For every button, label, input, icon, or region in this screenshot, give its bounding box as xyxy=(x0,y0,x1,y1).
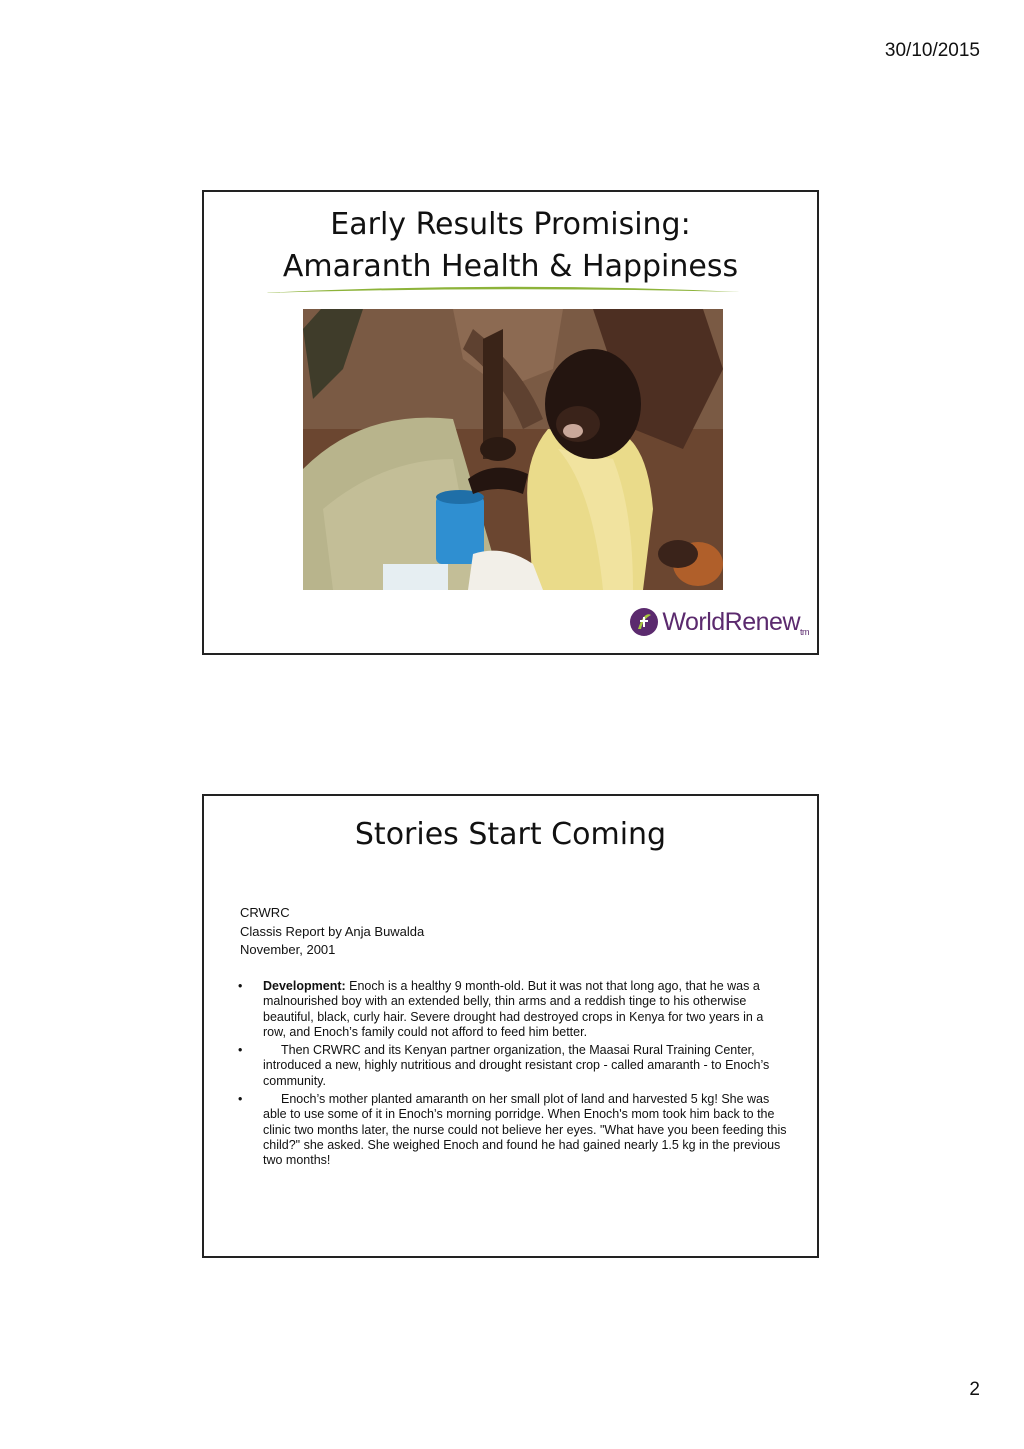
bullet-text: Enoch is a healthy 9 month-old. But it was not that long ago, that he was a malnourished boy with an extended belly, thin arms and a reddish tinge to his otherwise beautiful, black, curly hair. Severe drought had destroyed crops in Kenya for two years in a row, and Enoch’s family could not afford to feed him better. xyxy=(263,979,764,1039)
report-source xyxy=(240,904,424,960)
bullet-text: Then CRWRC and its Kenyan partner organization, the Maasai Rural Training Center, introduced a new, highly nutritious and drought resistant crop - called amaranth - to Enoch’s community. xyxy=(263,1043,770,1088)
title-swoosh-divider xyxy=(262,284,740,296)
bullet-icon: • xyxy=(238,1043,243,1058)
world-renew-logo xyxy=(629,607,809,637)
slide-title xyxy=(204,204,817,288)
bullet-lead: Development: xyxy=(263,979,346,993)
report-date: November, 2001 xyxy=(240,942,336,957)
slide-title-line-1: Early Results Promising: xyxy=(330,207,691,242)
list-item xyxy=(238,1092,788,1168)
bullet-icon: • xyxy=(238,979,243,993)
slide-title-line-2: Amaranth Health & Happiness xyxy=(282,249,739,284)
slide-stories-start-coming xyxy=(202,794,819,1258)
child-eating-amaranth-photo xyxy=(303,309,723,590)
slide-early-results xyxy=(202,190,819,655)
world-renew-wordmark xyxy=(662,608,809,637)
logo-text-world: World xyxy=(662,607,725,636)
bullet-icon: • xyxy=(238,1092,243,1107)
bullet-text: Enoch’s mother planted amaranth on her small plot of land and harvested 5 kg! She was able to use some of it in Enoch’s morning porridge. When Enoch's mom took him back to the clinic two months later, the nurse could not believe her eyes. "What have you been feeding this child?" she asked. She weighed Enoch and found he had gained nearly 1.5 kg in the previous two months! xyxy=(263,1092,787,1168)
page-number: 2 xyxy=(969,1379,980,1400)
world-renew-mark-icon xyxy=(629,607,659,637)
handout-date: 30/10/2015 xyxy=(884,40,980,61)
report-author: Classis Report by Anja Buwalda xyxy=(240,923,425,939)
logo-text-renew: Renew xyxy=(724,607,800,636)
slide-title: Stories Start Coming xyxy=(354,817,667,852)
list-item xyxy=(238,979,788,1040)
logo-trademark: tm xyxy=(800,626,809,637)
list-item xyxy=(238,1043,788,1089)
story-bullets xyxy=(238,979,788,1172)
report-org: CRWRC xyxy=(240,905,290,920)
